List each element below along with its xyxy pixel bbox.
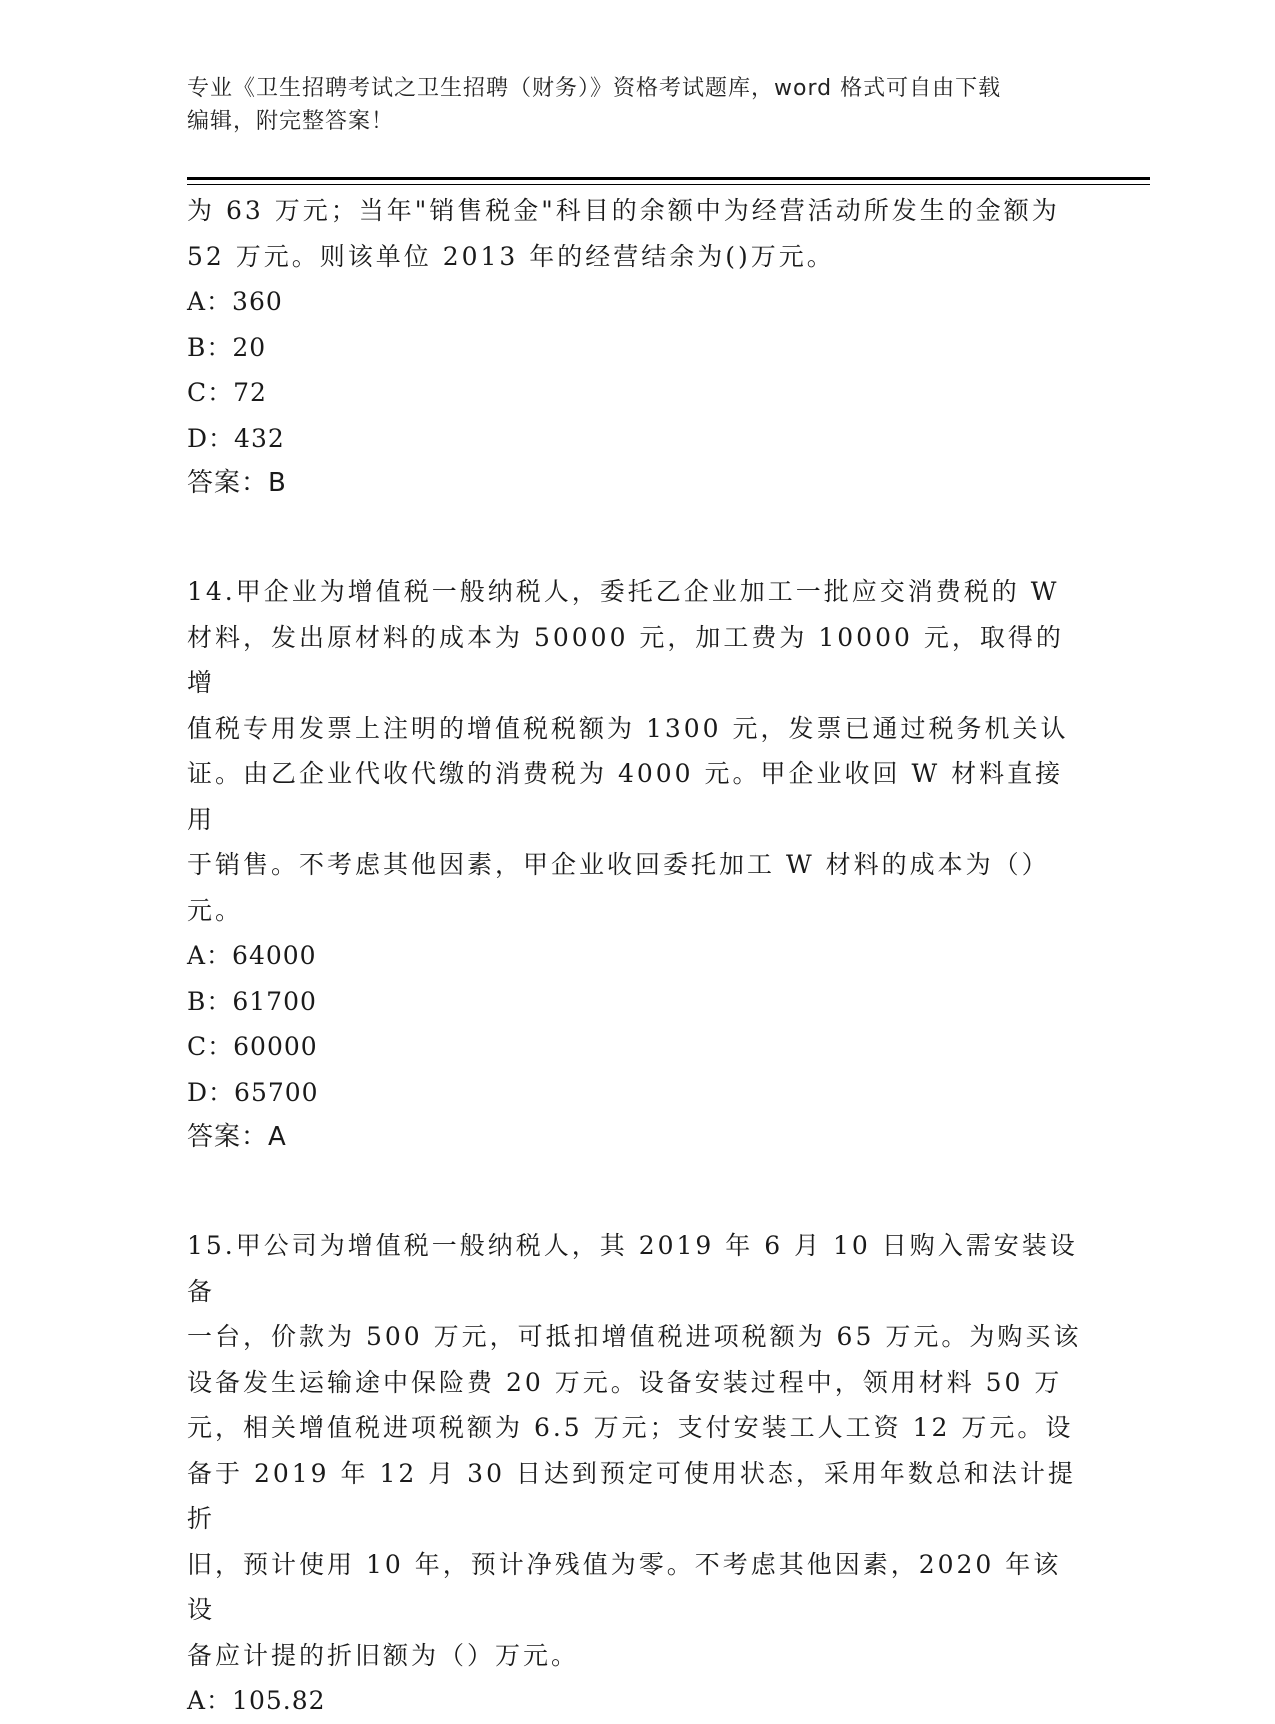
question-text-line: 备应计提的折旧额为（）万元。 xyxy=(187,1640,580,1670)
option-b: B：61700 xyxy=(187,986,317,1016)
option-d: D：65700 xyxy=(187,1077,319,1107)
document-body xyxy=(187,188,1087,1724)
header-divider-thick xyxy=(187,177,1150,180)
document-header xyxy=(187,72,1087,138)
question-spacer xyxy=(187,1159,1087,1223)
question-text-line: 15.甲公司为增值税一般纳税人，其 2019 年 6 月 10 日购入需安装设备 xyxy=(187,1231,1078,1306)
question-text-line: 于销售。不考虑其他因素，甲企业收回委托加工 W 材料的成本为（） xyxy=(187,850,1050,879)
option-c: C：72 xyxy=(187,378,267,407)
question-text-line: 14.甲企业为增值税一般纳税人，委托乙企业加工一批应交消费税的 W xyxy=(187,577,1060,606)
question-text-line: 元，相关增值税进项税额为 6.5 万元；支付安装工人工资 12 万元。设 xyxy=(187,1413,1074,1442)
option-a: A：360 xyxy=(187,287,283,316)
question-text-line: 设备发生运输途中保险费 20 万元。设备安装过程中，领用材料 50 万 xyxy=(187,1367,1063,1397)
question-text-line: 值税专用发票上注明的增值税税额为 1300 元，发票已通过税务机关认 xyxy=(187,713,1069,743)
question-text-line: 52 万元。则该单位 2013 年的经营结余为()万元。 xyxy=(187,241,835,271)
option-d: D：432 xyxy=(187,423,285,453)
question-15 xyxy=(187,1223,1087,1724)
question-text-line: 材料，发出原材料的成本为 50000 元，加工费为 10000 元，取得的增 xyxy=(187,622,1064,697)
header-line-1: 专业《卫生招聘考试之卫生招聘（财务）》资格考试题库，word 格式可自由下载 xyxy=(187,76,1002,101)
option-c: C：60000 xyxy=(187,1032,318,1061)
option-a: A：105.82 xyxy=(187,1686,326,1715)
answer-label: 答案：A xyxy=(187,1122,287,1152)
header-line-2: 编辑，附完整答案！ xyxy=(187,109,395,134)
question-text-line: 备于 2019 年 12 月 30 日达到预定可使用状态，采用年数总和法计提折 xyxy=(187,1458,1076,1533)
header-divider-thin xyxy=(187,184,1150,185)
question-text-line: 旧，预计使用 10 年，预计净残值为零。不考虑其他因素，2020 年该设 xyxy=(187,1549,1062,1624)
answer-label: 答案：B xyxy=(187,468,287,498)
question-text-line: 证。由乙企业代收代缴的消费税为 4000 元。甲企业收回 W 材料直接用 xyxy=(187,759,1064,834)
question-spacer xyxy=(187,505,1087,569)
option-a: A：64000 xyxy=(187,941,317,970)
question-text-line: 元。 xyxy=(187,895,244,925)
question-text-line: 为 63 万元；当年"销售税金"科目的余额中为经营活动所发生的金额为 xyxy=(187,196,1060,225)
question-14 xyxy=(187,569,1087,1159)
question-13 xyxy=(187,188,1087,505)
option-b: B：20 xyxy=(187,332,267,362)
question-text-line: 一台，价款为 500 万元，可抵扣增值税进项税额为 65 万元。为购买该 xyxy=(187,1322,1082,1351)
